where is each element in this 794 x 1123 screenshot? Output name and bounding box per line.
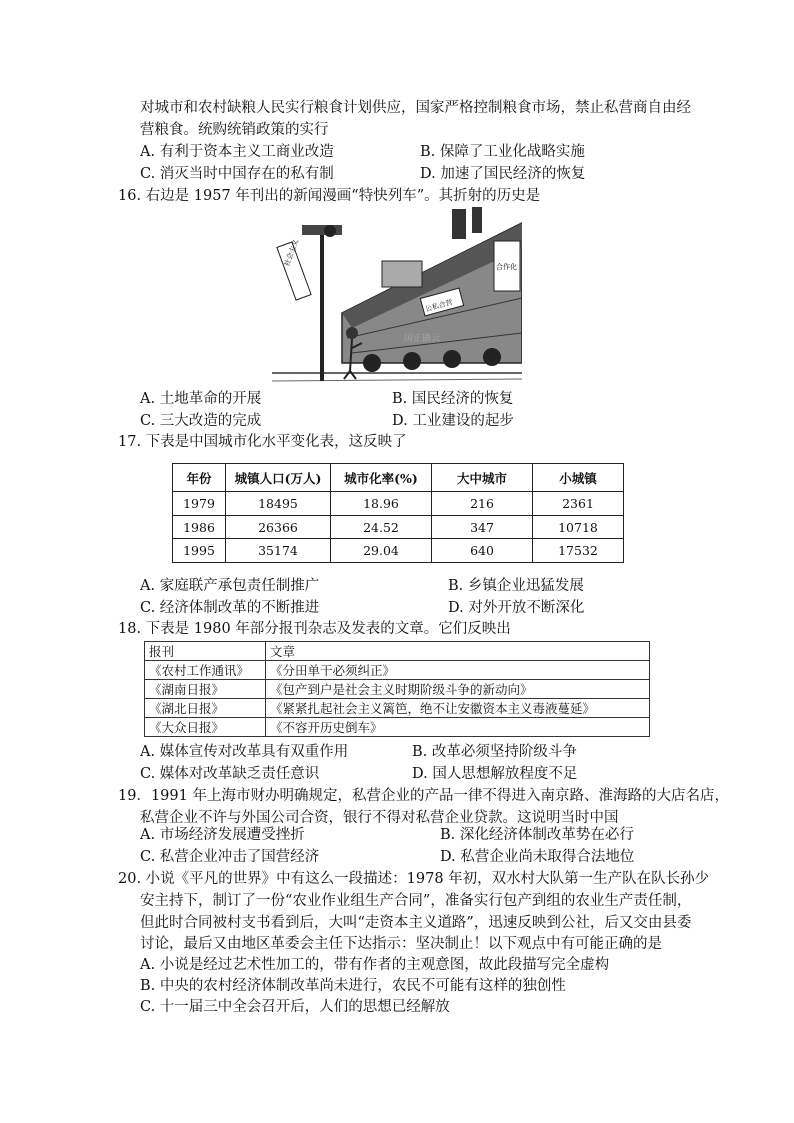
q16-option-a: A. 土地革命的开展 [140,391,262,407]
header-small-towns: 小城镇 [533,464,624,492]
q20-option-a: A. 小说是经过艺术性加工的，带有作者的主观意图，故此段描写完全虚构 [140,957,610,973]
table-row [145,680,650,699]
newspaper-articles-table [144,641,650,737]
q15-option-b: B. 保障了工业化战略实施 [420,144,585,160]
header-large-medium-cities: 大中城市 [432,464,533,492]
intro-line-1: 对城市和农村缺粮人民实行粮食计划供应，国家严格控制粮食市场，禁止私营商自由经 [140,100,691,116]
table-header-row [145,642,650,661]
table-cell: 640 [432,539,533,563]
q16-option-c: C. 三大改造的完成 [140,413,262,429]
q15-option-d: D. 加速了国民经济的恢复 [420,166,586,182]
table-cell: 1979 [173,492,226,516]
table-cell: 《不容开历史倒车》 [266,718,650,737]
table-cell: 24.52 [331,515,432,539]
q20-line-1: 20. 小说《平凡的世界》中有这么一段描述：1978 年初，双水村大队第一生产队在队长孙少 [118,871,710,887]
table-cell: 《湖北日报》 [145,699,266,718]
header-article: 文章 [266,642,650,661]
q19-option-c: C. 私营企业冲击了国营经济 [140,849,320,865]
urbanization-table [172,463,624,563]
q18-option-c: C. 媒体对改革缺乏责任意识 [140,766,320,782]
q16-stem: 16. 右边是 1957 年刊出的新闻漫画“特快列车”。其折射的历史是 [118,188,541,204]
table-cell: 26366 [226,515,331,539]
cartoon-sign-text: 社会主义 [282,238,301,268]
q17-option-c: C. 经济体制改革的不断推进 [140,600,320,616]
q20-line-4: 讨论，最后又由地区革委会主任下达指示：坚决制止！以下观点中有可能正确的是 [140,936,662,952]
q15-option-a: A. 有利于资本主义工商业改造 [140,144,334,160]
q20-option-b: B. 中央的农村经济体制改革尚未进行，农民不可能有这样的独创性 [140,978,566,994]
q19-line-1: 19．1991 年上海市财办明确规定，私营企业的产品一律不得进入南京路、淮海路的大店名店， [118,788,729,804]
header-urbanization-rate: 城市化率(%) [331,464,432,492]
table-cell: 2361 [533,492,624,516]
table-cell: 《紧紧扎起社会主义篱笆，绝不让安徽资本主义毒液蔓延》 [266,699,650,718]
header-newspaper: 报刊 [145,642,266,661]
q19-line-2: 私营企业不许与外国公司合资，银行不得对私营企业贷款。这说明当时中国 [140,810,619,826]
watermark-text: 国正确云 [404,334,441,344]
q18-stem: 18. 下表是 1980 年部分报刊杂志及发表的文章。它们反映出 [118,621,511,637]
table-cell: 《大众日报》 [145,718,266,737]
table-row [173,539,624,563]
table-cell: 《分田单干必须纠正》 [266,661,650,680]
table-row [145,699,650,718]
table-cell: 17532 [533,539,624,563]
intro-line-2: 营粮食。统购统销政策的实行 [140,122,329,138]
train-cartoon-image [272,203,522,389]
header-urban-population: 城镇人口(万人) [226,464,331,492]
q19-option-a: A. 市场经济发展遭受挫折 [140,827,305,843]
table-cell: 216 [432,492,533,516]
table-row [145,661,650,680]
table-cell: 18.96 [331,492,432,516]
q18-option-d: D. 国人思想解放程度不足 [412,766,578,782]
q17-option-d: D. 对外开放不断深化 [448,600,585,616]
q17-option-b: B. 乡镇企业迅猛发展 [448,578,584,594]
table-cell: 《农村工作通讯》 [145,661,266,680]
q17-option-a: A. 家庭联产承包责任制推广 [140,578,320,594]
table-cell: 《包产到户是社会主义时期阶级斗争的新动向》 [266,680,650,699]
q20-line-3: 但此时合同被村支书看到后，大叫“走资本主义道路”，迅速反映到公社，后又交由县委 [140,915,692,931]
cartoon-label-gongsiheying: 公私合营 [424,298,454,314]
q18-option-b: B. 改革必须坚持阶级斗争 [412,744,577,760]
table-cell: 10718 [533,515,624,539]
table-row [173,492,624,516]
table-cell: 1995 [173,539,226,563]
table-cell: 29.04 [331,539,432,563]
cartoon-label-hezuohua: 合作化 [496,263,517,271]
q19-option-d: D. 私营企业尚未取得合法地位 [440,849,635,865]
q20-option-c: C. 十一届三中全会召开后，人们的思想已经解放 [140,999,450,1015]
q15-option-c: C. 消灭当时中国存在的私有制 [140,166,334,182]
table-cell: 35174 [226,539,331,563]
q16-option-b: B. 国民经济的恢复 [392,391,514,407]
table-header-row [173,464,624,492]
q20-line-2: 安主持下，制订了一份“农业作业组生产合同”，准备实行包产到组的农业生产责任制， [140,893,692,909]
header-year: 年份 [173,464,226,492]
table-row [173,515,624,539]
table-cell: 《湖南日报》 [145,680,266,699]
q18-option-a: A. 媒体宣传对改革具有双重作用 [140,744,349,760]
q17-stem: 17. 下表是中国城市化水平变化表，这反映了 [118,434,407,450]
table-cell: 347 [432,515,533,539]
q19-option-b: B. 深化经济体制改革势在必行 [440,827,634,843]
q16-option-d: D. 工业建设的起步 [392,413,514,429]
table-cell: 1986 [173,515,226,539]
table-cell: 18495 [226,492,331,516]
table-row [145,718,650,737]
